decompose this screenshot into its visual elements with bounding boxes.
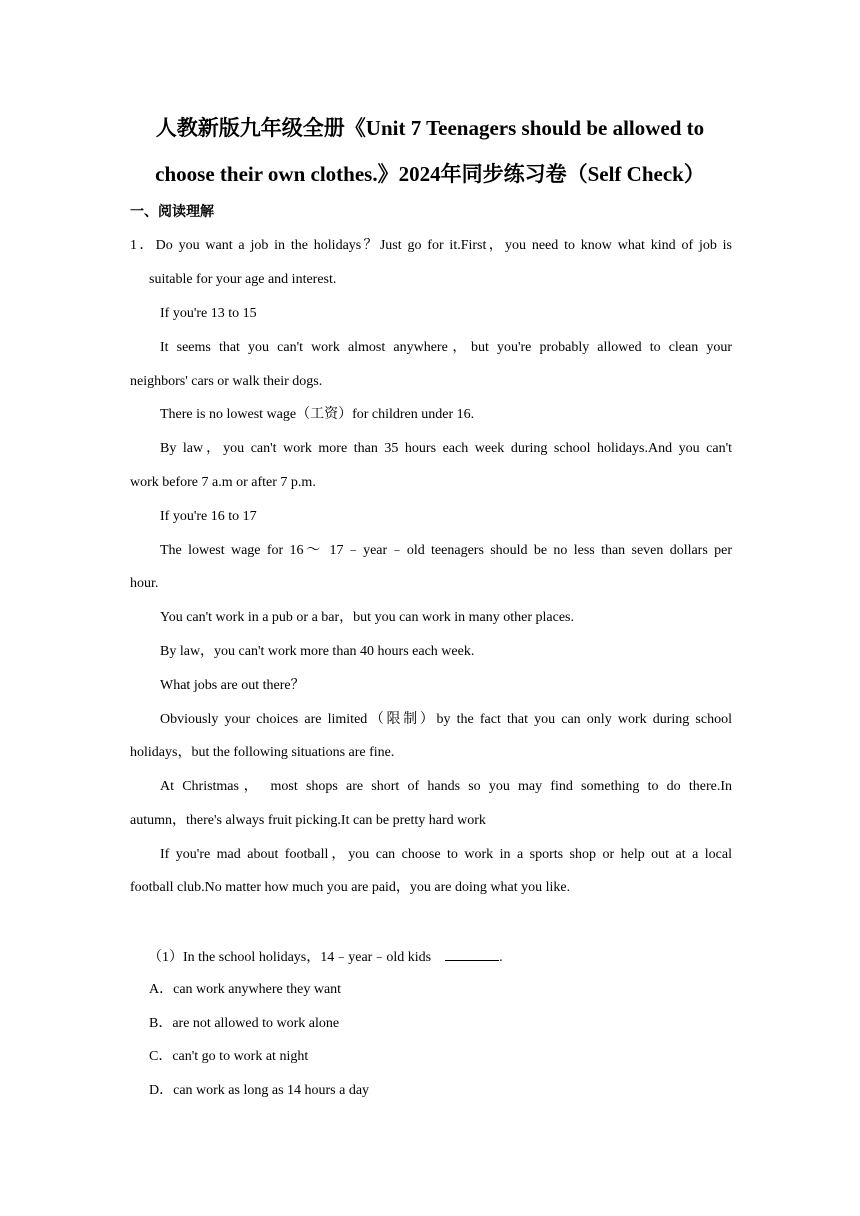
- section-heading: 一、阅读理解: [130, 204, 214, 220]
- title-line-1: 人教新版九年级全册《Unit 7 Teenagers should be allowed to: [155, 116, 705, 140]
- paragraph-line: autumn，there's always fruit picking.It can be pretty hard work: [130, 813, 486, 828]
- title-line-2: choose their own clothes.》2024年同步练习卷（Self Check）: [155, 162, 705, 186]
- sub-question-1-end: .: [499, 950, 503, 965]
- paragraph-line: You can't work in a pub or a bar，but you can work in many other places.: [160, 610, 575, 625]
- paragraph-line: If you're 13 to 15: [160, 306, 257, 321]
- paragraph-line: What jobs are out there？: [160, 678, 305, 693]
- option-a: A．can work anywhere they want: [149, 982, 342, 997]
- sub-question-1: [148, 946, 503, 968]
- answer-blank: [445, 946, 499, 961]
- option-d: D．can work as long as 14 hours a day: [149, 1083, 370, 1098]
- paragraph-line: work before 7 a.m or after 7 p.m.: [130, 475, 316, 490]
- paragraph-line: Obviously your choices are limited（限制）by the fact that you can only work during school: [160, 712, 732, 727]
- sub-question-1-stem: （1）In the school holidays，14﹣year﹣old kids: [148, 950, 432, 965]
- paragraph-line: The lowest wage for 16～ 17﹣year﹣old teenagers should be no less than seven dollars per: [160, 543, 732, 558]
- paragraph-line: It seems that you can't work almost anywhere，but you're probably allowed to clean your: [160, 340, 732, 355]
- paragraph-line: By law，you can't work more than 35 hours each week during school holidays.And you can't: [160, 441, 732, 456]
- question-intro-line-1: 1．Do you want a job in the holidays？Just go for it.First，you need to know what kind of job is: [130, 238, 732, 253]
- paragraph-line: football club.No matter how much you are paid，you are doing what you like.: [130, 880, 571, 895]
- question-intro-line-2: suitable for your age and interest.: [149, 272, 337, 287]
- paragraph-line: By law，you can't work more than 40 hours each week.: [160, 644, 475, 659]
- paragraph-line: At Christmas， most shops are short of hands so you may find something to do there.In: [160, 779, 732, 794]
- paragraph-line: neighbors' cars or walk their dogs.: [130, 374, 323, 389]
- option-b: B．are not allowed to work alone: [149, 1016, 340, 1031]
- paragraph-line: If you're mad about football，you can choose to work in a sports shop or help out at a local: [160, 847, 732, 862]
- paragraph-line: holidays，but the following situations are fine.: [130, 745, 395, 760]
- document-title: [100, 105, 760, 197]
- paragraph-line: There is no lowest wage（工资）for children under 16.: [160, 407, 475, 422]
- paragraph-line: hour.: [130, 576, 159, 591]
- option-c: C．can't go to work at night: [149, 1049, 309, 1064]
- paragraph-line: If you're 16 to 17: [160, 509, 257, 524]
